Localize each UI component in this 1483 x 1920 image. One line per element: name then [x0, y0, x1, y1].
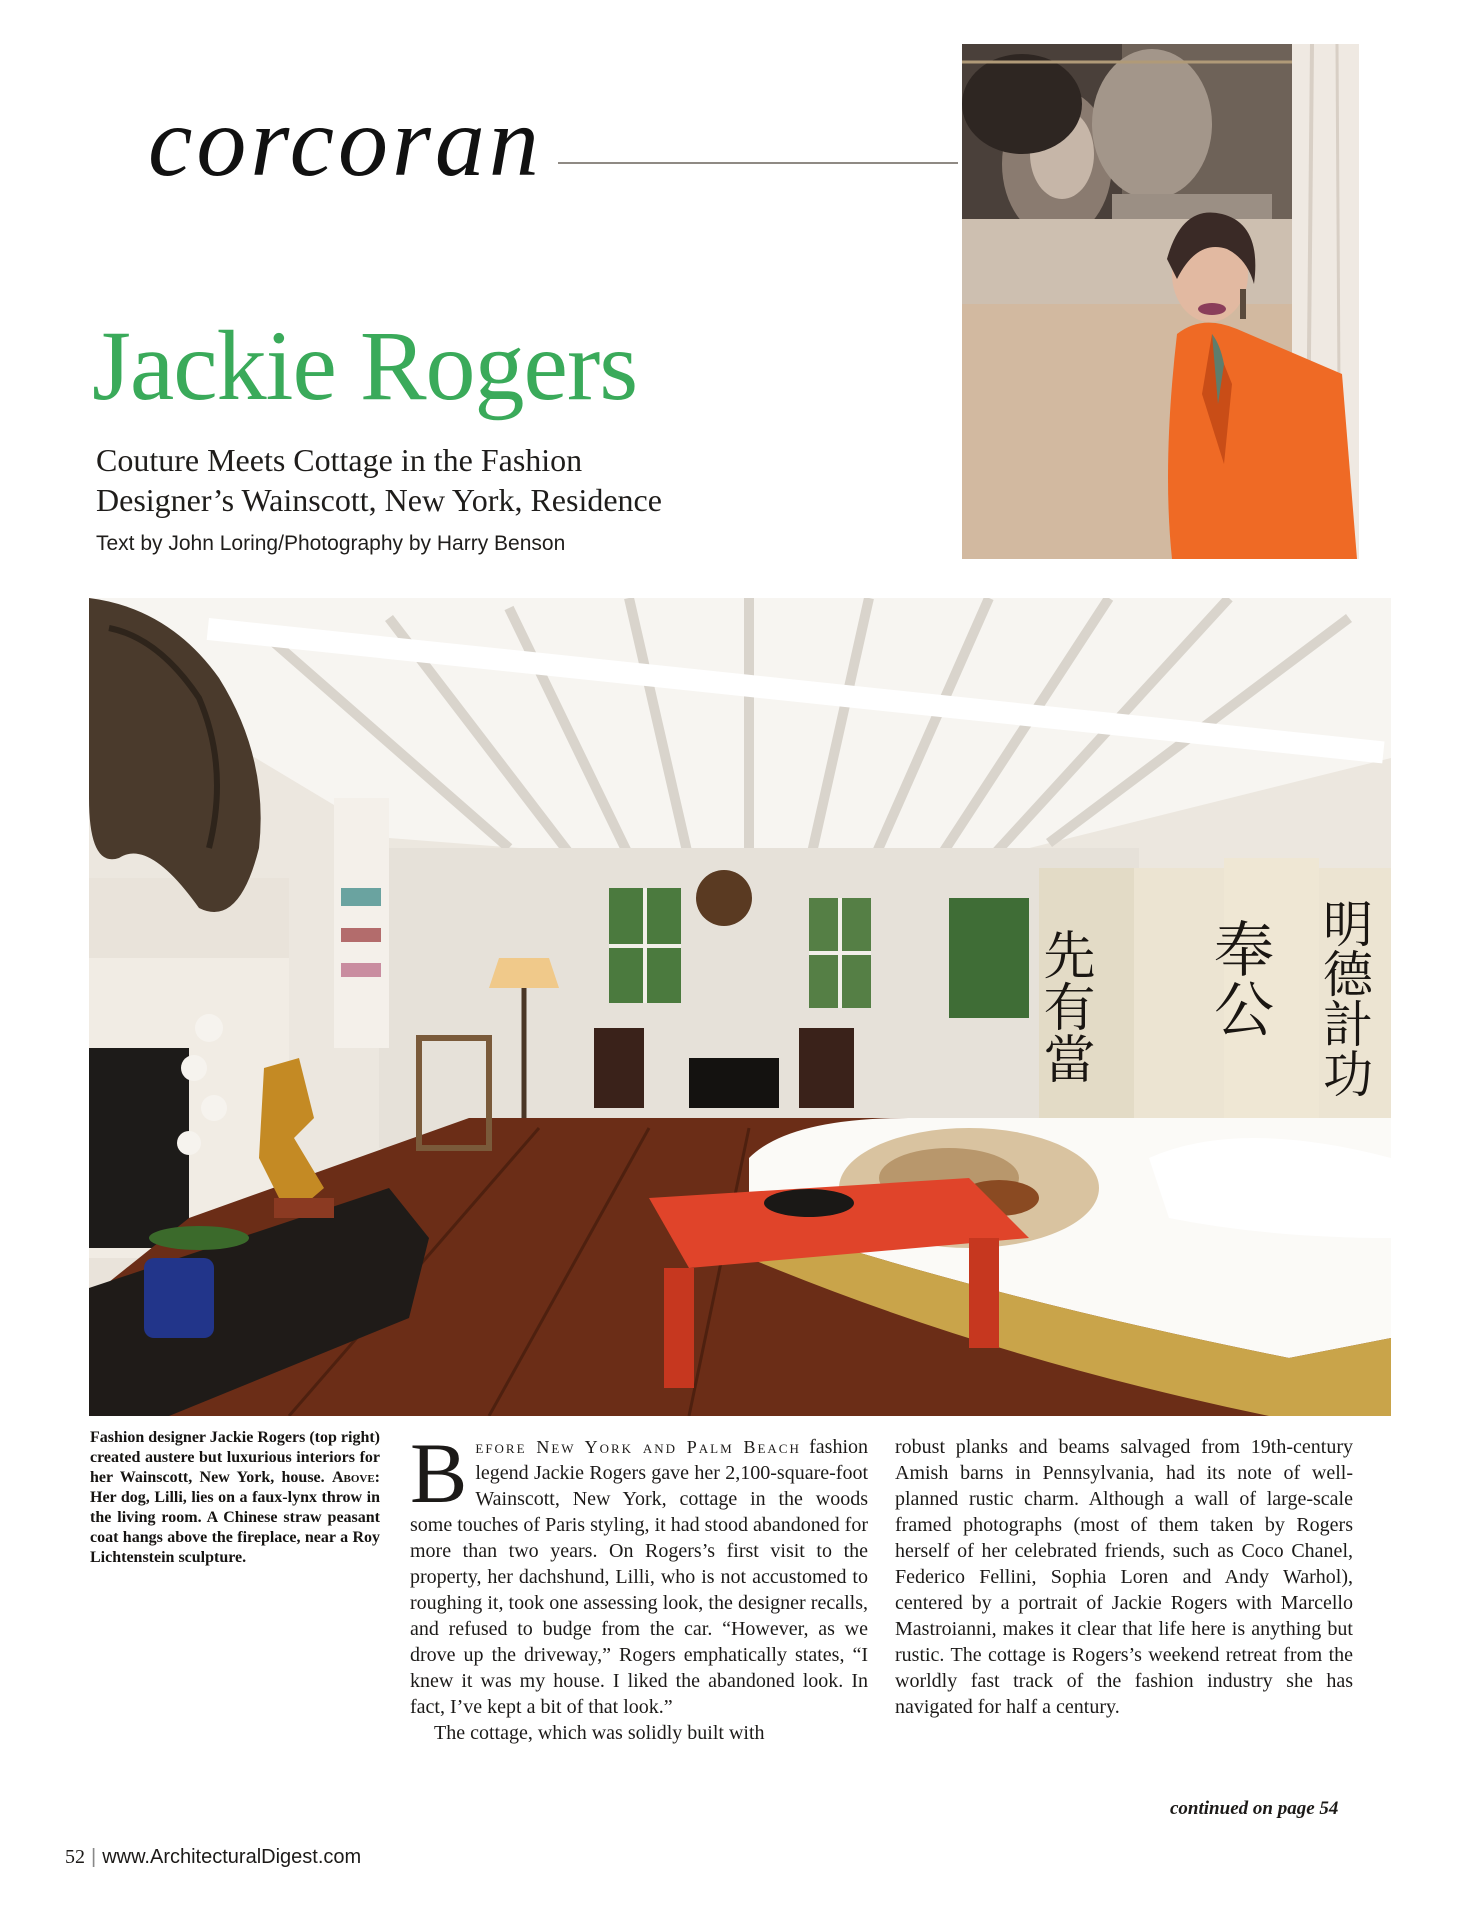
screen-calligraphy-1: 先有當 [1034, 928, 1094, 1084]
screen-calligraphy-2: 奉公 [1204, 918, 1274, 1038]
portrait-illustration [962, 44, 1359, 559]
living-room-photo [89, 598, 1391, 1416]
footer-separator: | [91, 1846, 97, 1868]
body-paragraph-3: robust planks and beams salvaged from 19th-century Amish barns in Pennsylvania, had its note of well-planned rustic charm. Although a wall of large-scale framed photographs (most of them taken by Rogers herself of her celebrated friends, such as Coco Chanel, Federico Fellini, Sophia Loren and Andy Warhol), centered by a portrait of Jackie Rogers with Marcello Mastroianni, makes it clear that life here is anything but rustic. The cottage is Rogers’s weekend retreat from the worldly fast track of the fashion industry she has navigated for half a century. [895, 1436, 1353, 1718]
subtitle-line-2: Designer’s Wainscott, New York, Residence [96, 482, 662, 518]
article-title: Jackie Rogers [92, 310, 638, 421]
caption-text-2: Her dog, Lilli, lies on a faux-lynx throw in the living room. A Chinese straw peasant coat hangs above the fireplace, near a Roy Lichtenstein sculpture. [90, 1489, 380, 1566]
screen-calligraphy-3: 明德計功 [1315, 898, 1373, 1098]
body-column-1 [410, 1425, 869, 1746]
lead-in-smallcaps: efore New York and Palm Beach [475, 1437, 801, 1457]
caption-text-1: Fashion designer Jackie Rogers (top right) created austere but luxurious interiors for her Wainscott, New York, house. [90, 1429, 380, 1486]
page-footer [65, 1846, 361, 1869]
body-paragraph-1: fashion legend Jackie Rogers gave her 2,100-square-foot Wainscott, New York, cottage in the woods some touches of Paris styling, it had stood abandoned for more than two years. On Rogers’s first visit to the property, her dachshund, Lilli, who is not accustomed to roughing it, took one assessing look, the designer recalls, and refused to budge from the car. “However, as we drove up the driveway,” Rogers emphatically states, “I knew it was my house. I liked the abandoned look. In fact, I’ve kept a bit of that look.” [410, 1436, 869, 1718]
living-room-illustration [89, 598, 1391, 1416]
body-paragraph-2: The cottage, which was solidly built with [434, 1722, 765, 1744]
article-credit: Text by John Loring/Photography by Harry Benson [96, 532, 566, 555]
page-number: 52 [65, 1846, 85, 1868]
brand-logo: corcoran [148, 86, 543, 197]
continued-note: continued on page 54 [1170, 1798, 1339, 1819]
photo-caption [90, 1428, 380, 1568]
article-subtitle [96, 440, 662, 520]
portrait-photo [962, 44, 1359, 559]
body-column-2 [895, 1434, 1353, 1720]
header-rule [558, 162, 958, 164]
drop-cap: B [410, 1425, 468, 1521]
footer-url[interactable]: www.ArchitecturalDigest.com [102, 1846, 362, 1868]
subtitle-line-1: Couture Meets Cottage in the Fashion [96, 442, 583, 478]
caption-above-label: Above: [331, 1469, 381, 1486]
